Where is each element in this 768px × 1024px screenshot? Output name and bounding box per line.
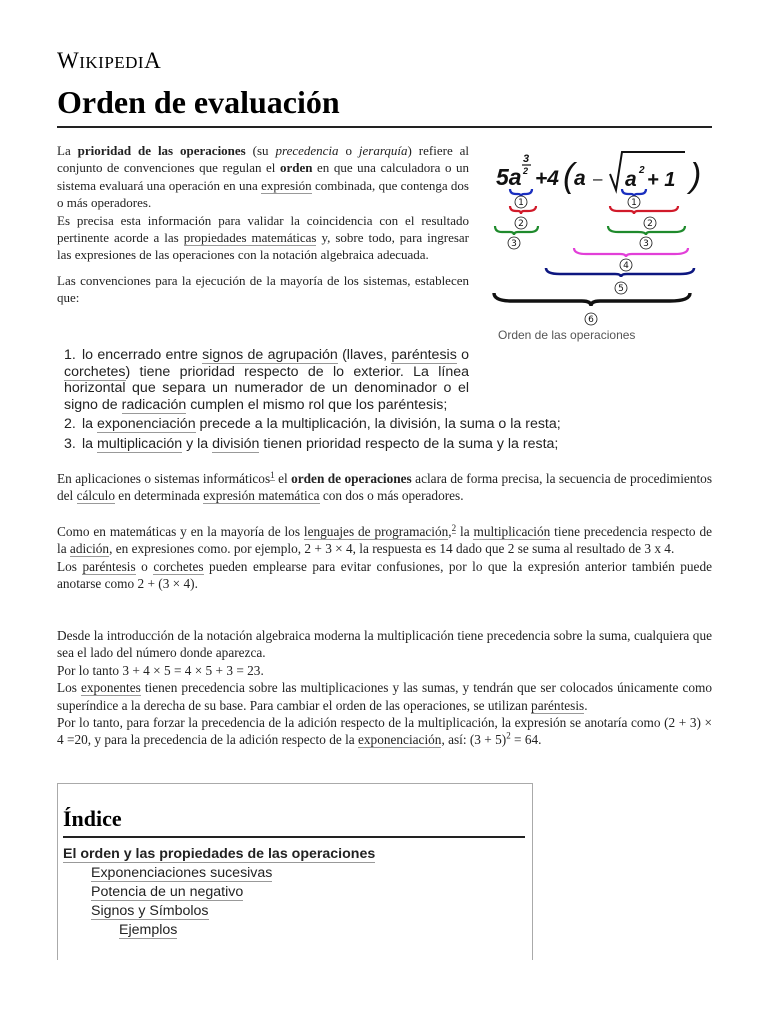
reference-2[interactable]: 2 (451, 522, 457, 533)
list-item (64, 436, 712, 453)
link-radicacion[interactable]: radicación (121, 396, 187, 413)
open-paren: ( (563, 157, 575, 195)
wordmark-final: A (144, 48, 162, 73)
list-item (64, 347, 469, 413)
text: lo encerrado entre (82, 347, 203, 363)
link-propiedades-matematicas[interactable]: propiedades matemáticas (183, 230, 317, 246)
table-of-contents (57, 783, 533, 960)
text: tiene precedencia respecto de la (57, 524, 713, 557)
toc-item[interactable] (63, 921, 375, 940)
bold-term: prioridad de las operaciones (77, 143, 246, 158)
step-label: 5 (618, 284, 624, 294)
text: aclara de forma precisa, la secuencia de procedimientos del (57, 471, 712, 504)
figure-caption: Orden de las operaciones (498, 328, 636, 342)
text: la (456, 524, 474, 539)
text: Como en matemáticas y en la mayoría de los (57, 524, 304, 539)
text: , en expresiones como. por ejemplo, 2 + 3 × 4, la respuesta es 14 dado que 2 se suma al resultado de 3 x 4. (109, 541, 675, 557)
step-label: 6 (588, 315, 594, 325)
link-corchetes-2[interactable]: corchetes (153, 558, 204, 574)
text: y la (182, 435, 213, 452)
text: Los (57, 680, 81, 696)
toc-divider (63, 836, 525, 838)
text: la (82, 435, 97, 452)
link-adicion[interactable]: adición (69, 541, 110, 557)
step-label: 3 (511, 239, 517, 249)
toc-item-label: El orden y las propiedades de las operaciones (63, 846, 376, 862)
toc-item[interactable] (63, 902, 375, 921)
text: (su (245, 143, 276, 158)
text: tienen precedencia sobre las multiplicaciones y las sumas, y tendrán que ser colocados únicamente como superíndice a la derecha de su base. Para cambiar el orden de las operaciones, se utilizan (57, 680, 712, 713)
formula-plus1: + 1 (647, 169, 676, 191)
step-label: 3 (643, 239, 649, 249)
title-divider (57, 126, 712, 128)
link-exponentes[interactable]: exponentes (80, 680, 141, 696)
formula-coefficient: 5a (496, 164, 522, 190)
text: Es precisa esta información para validar la coincidencia con el resultado pertinente acorde a las (57, 212, 469, 246)
brace-step4 (574, 248, 688, 257)
link-exponenciacion[interactable]: exponenciación (96, 416, 196, 432)
text: tienen prioridad respecto de la suma y la resta; (259, 435, 559, 452)
text: o (456, 347, 469, 363)
link-signos-de-agrupacion[interactable]: signos de agrupación (202, 347, 338, 363)
text: en que una calculadora o un sistema evaluará una operación en una (57, 160, 469, 193)
link-division[interactable]: división (212, 435, 260, 452)
text: , así: (3 + 5) (441, 732, 507, 748)
list-number: 2. (64, 416, 76, 432)
link-corchetes[interactable]: corchetes (64, 363, 126, 380)
brace-step2-right (610, 206, 678, 214)
brace-step5 (546, 268, 694, 277)
lead-section (57, 142, 469, 315)
page-title: Orden de evaluación (57, 84, 340, 120)
toc-item[interactable] (63, 864, 375, 883)
paragraph-notacion-algebraica (57, 627, 712, 749)
text: (llaves, (337, 347, 392, 363)
text: ) tiene prioridad respecto de lo exterior. La línea horizontal que separa un numerador de un denominador o el signo de (64, 363, 469, 413)
rules-list (64, 347, 712, 455)
lead-paragraph-1 (57, 142, 469, 264)
link-expresion[interactable]: expresión (261, 177, 312, 193)
link-parentesis-2[interactable]: paréntesis (82, 558, 136, 574)
toc-item[interactable] (63, 883, 375, 902)
brace-step6 (494, 293, 690, 306)
list-number: 3. (64, 435, 76, 452)
formula-minus: – (593, 169, 603, 188)
formula-diagram (490, 140, 720, 330)
link-parentesis[interactable]: paréntesis (391, 347, 457, 363)
wordmark-smallcaps: IKIPEDI (79, 53, 145, 72)
link-lenguajes-de-programacion[interactable]: lenguajes de programación (303, 524, 449, 539)
formula-exp-denominator: 2 (523, 166, 529, 176)
wordmark-initial: W (57, 48, 80, 73)
link-calculo[interactable]: cálculo (76, 488, 115, 504)
text: ) refiere al conjunto de convenciones que regulan el (57, 143, 470, 176)
close-paren: ) (690, 157, 702, 195)
text: Desde la introducción de la notación algebraica moderna la multiplicación tiene precedencia sobre la suma, cualquiera que sea el lado del número donde aparezca. (57, 628, 712, 661)
text: o (135, 558, 154, 574)
link-parentesis-3[interactable]: paréntesis (531, 697, 585, 713)
link-multiplicacion[interactable]: multiplicación (96, 435, 183, 452)
list-item (64, 416, 712, 433)
italic-term: precedencia (275, 143, 339, 158)
bold-term: orden de operaciones (291, 471, 412, 486)
text: la (82, 416, 97, 432)
step-label: 1 (518, 198, 524, 208)
step-label: 2 (518, 219, 524, 229)
text: La (57, 143, 78, 158)
toc-item-label: Exponenciaciones sucesivas (91, 865, 273, 881)
text: pueden emplearse para evitar confusiones, por lo que la expresión anterior también puede anotarse como 2 + (3 × 4). (57, 558, 712, 592)
paragraph-aplicaciones (57, 470, 712, 505)
toc-item-label: Potencia de un negativo (91, 884, 244, 900)
text: Por lo tanto, para forzar la precedencia de la adición respecto de la multiplicación, la expresión se anotaría como (2 + 3) × 4 =20, y para la precedencia de la adición respecto de la (57, 715, 712, 748)
link-multiplicacion-2[interactable]: multiplicación (473, 524, 551, 539)
text: cumplen el mismo rol que los paréntesis; (186, 396, 448, 413)
order-of-operations-figure[interactable] (490, 140, 720, 346)
step-label: 4 (623, 261, 629, 271)
text: y, sobre todo, para ingresar las expresiones de las operaciones con la notación algebraica adecuada. (57, 230, 470, 263)
link-exponenciacion-2[interactable]: exponenciación (358, 732, 442, 748)
toc-list (63, 845, 375, 940)
formula-inner-a: a (625, 168, 637, 191)
toc-item-label: Ejemplos (119, 922, 178, 938)
text: precede a la multiplicación, la división, la suma o la resta; (195, 416, 561, 432)
text: el (274, 471, 292, 486)
toc-title: Índice (63, 806, 122, 831)
link-expresion-matematica[interactable]: expresión matemática (203, 488, 320, 504)
bold-term: orden (279, 160, 313, 176)
text: Los (57, 558, 83, 574)
reference-1[interactable]: 1 (270, 469, 275, 480)
paragraph-programacion (57, 523, 712, 593)
toc-item-label: Signos y Símbolos (91, 903, 209, 919)
step-label: 1 (631, 198, 637, 208)
formula-a: a (574, 167, 586, 190)
step-label: 2 (647, 219, 653, 229)
text: o (338, 143, 359, 158)
text: en determinada (114, 488, 204, 504)
text: . (584, 697, 588, 713)
text: , (448, 524, 452, 539)
superscript: 2 (506, 731, 511, 742)
text: Por lo tanto 3 + 4 × 5 = 4 × 5 + 3 = 23. (57, 662, 264, 678)
formula-inner-exp: 2 (639, 165, 645, 176)
list-number: 1. (64, 347, 76, 363)
text: combinada, que contenga dos o más operadores. (57, 177, 469, 211)
text: En aplicaciones o sistemas informáticos (57, 471, 271, 486)
formula-exp-numerator: 3 (523, 153, 530, 165)
lead-paragraph-3: Las convenciones para la ejecución de la mayoría de los sistemas, establecen que: (57, 272, 469, 306)
toc-item[interactable] (63, 845, 375, 864)
text: = 64. (510, 732, 542, 748)
wikipedia-wordmark[interactable] (57, 48, 161, 74)
text: con dos o más operadores. (319, 488, 464, 504)
italic-term: jerarquía (358, 143, 408, 158)
formula-plus4: +4 (535, 167, 559, 190)
